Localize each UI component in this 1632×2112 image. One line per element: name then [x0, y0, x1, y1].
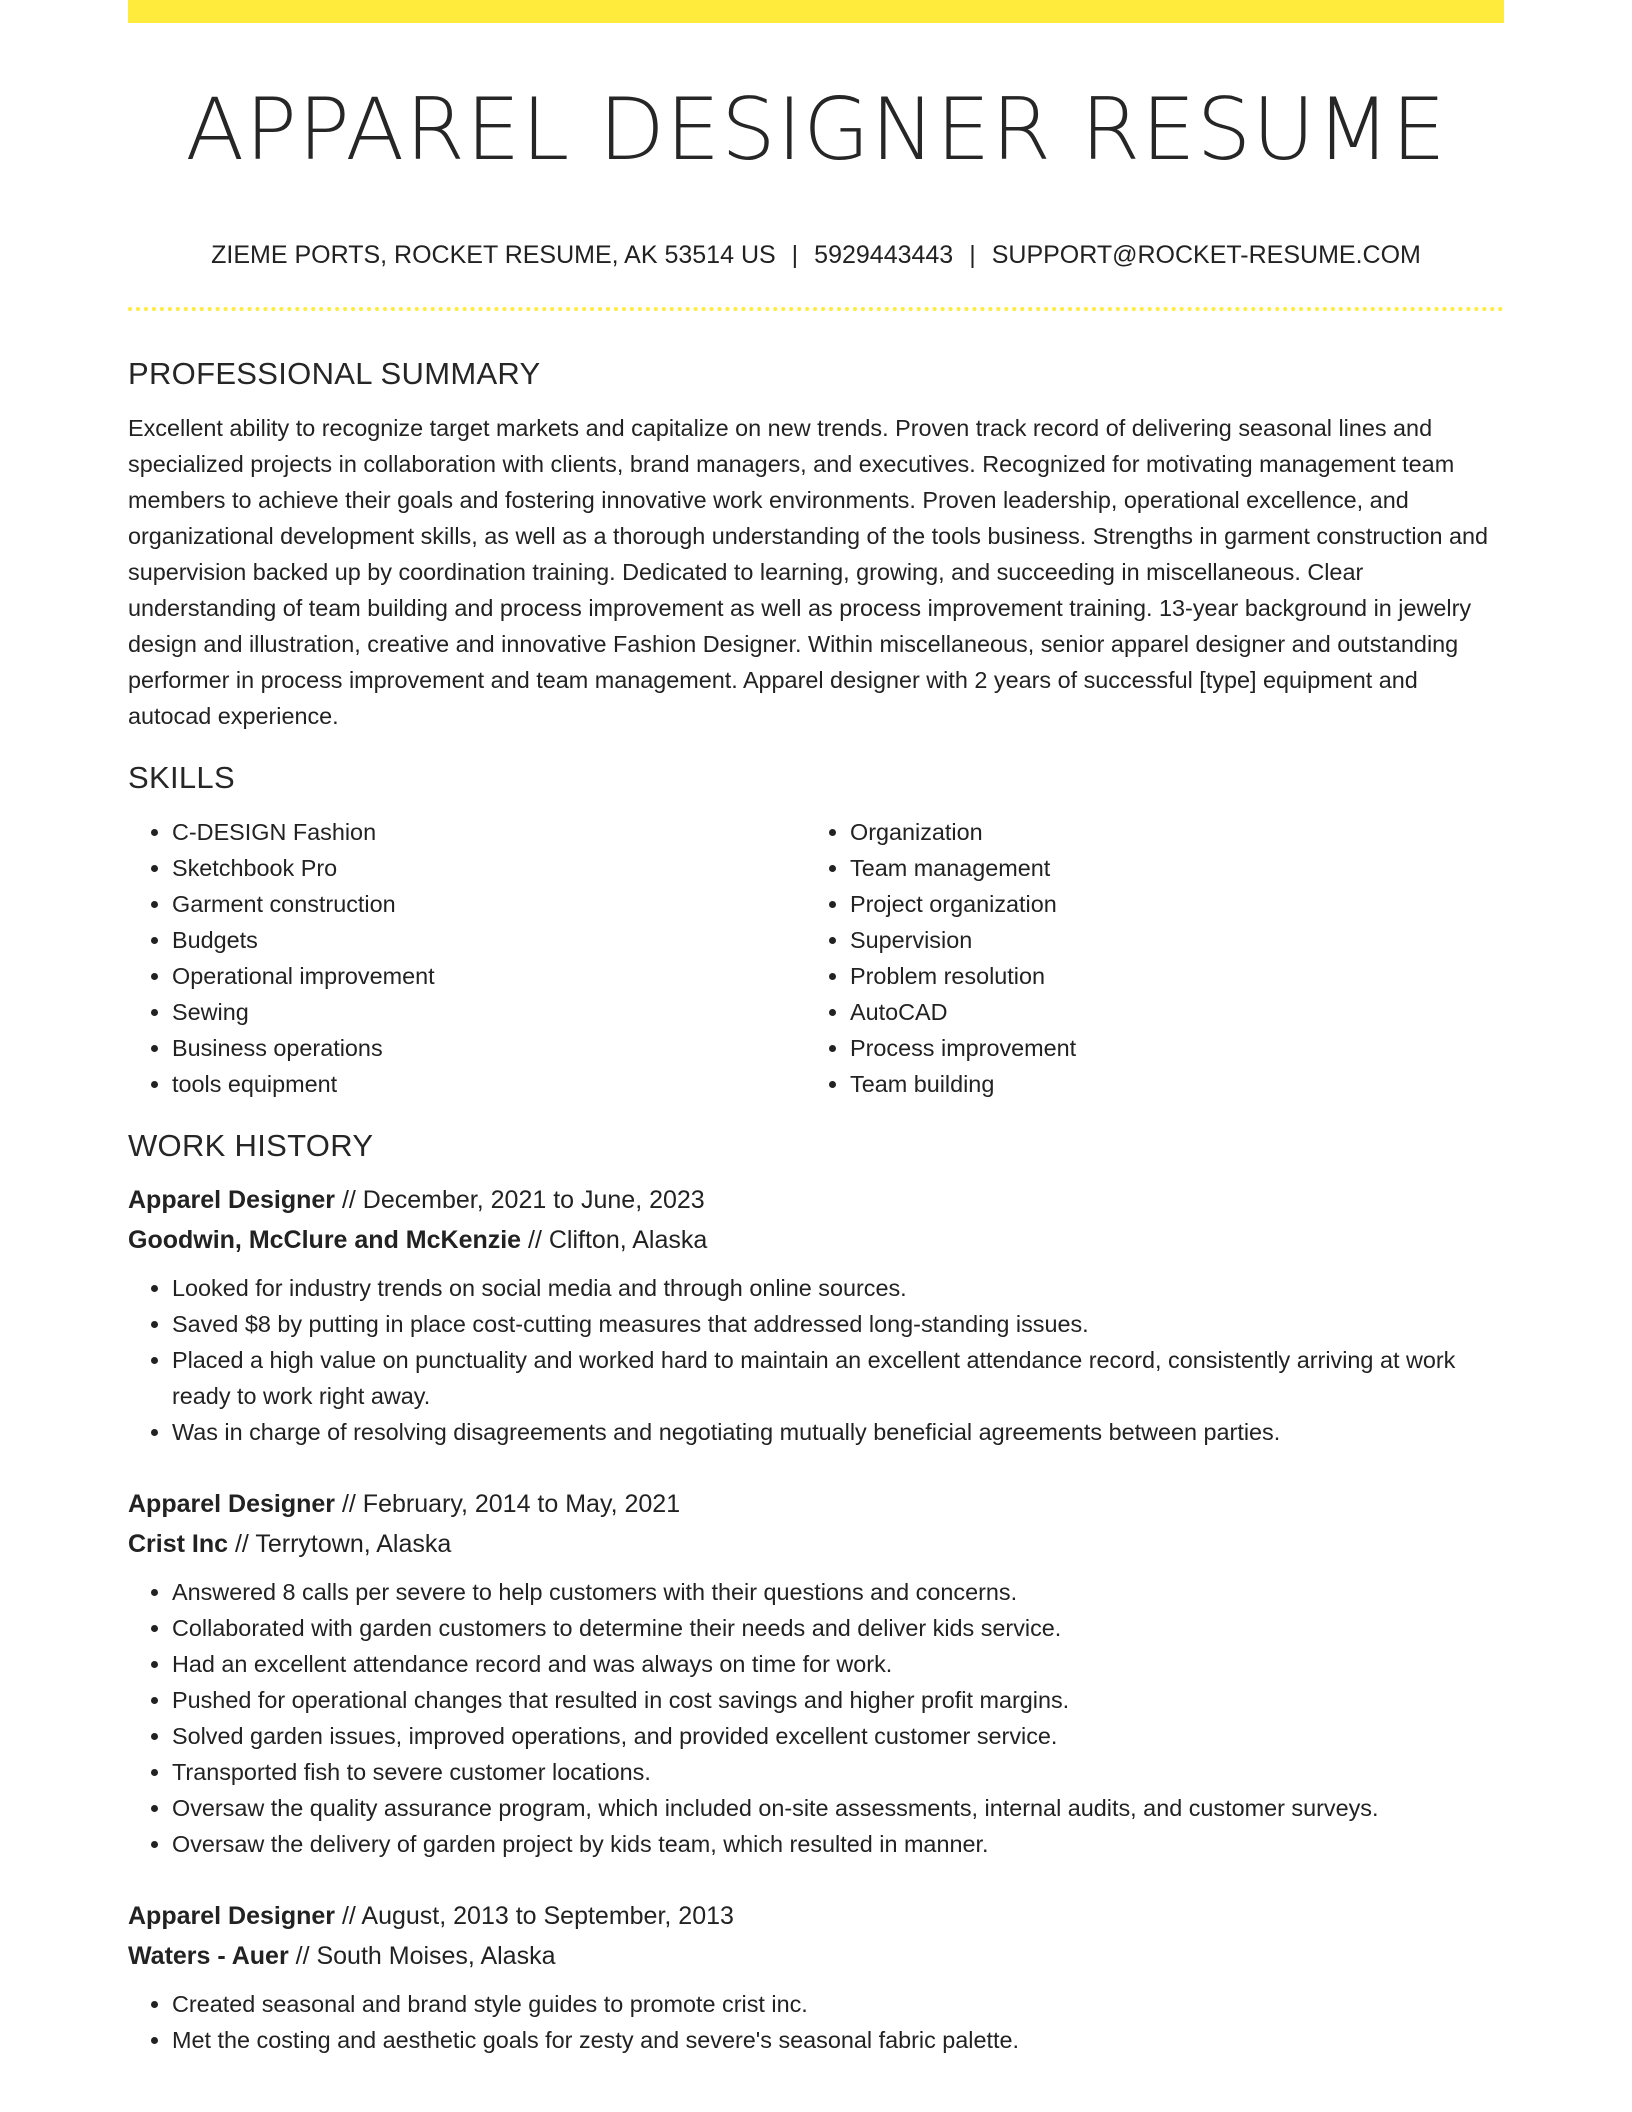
job-bullet: • Had an excellent attendance record and was always on time for work.	[172, 1646, 1504, 1682]
job-bullet: • Looked for industry trends on social media and through online sources.	[172, 1270, 1504, 1306]
job-dates: // December, 2021 to June, 2023	[335, 1186, 705, 1214]
skill-item: • Organization	[850, 814, 1484, 850]
job-entry	[128, 1896, 1504, 2058]
work-history-list	[128, 1180, 1504, 2058]
job-company: Crist Inc	[128, 1530, 229, 1558]
job-location: // Clifton, Alaska	[521, 1226, 708, 1254]
skills-heading: SKILLS	[128, 760, 235, 795]
skill-item: • C-DESIGN Fashion	[172, 814, 806, 850]
job-bullets	[128, 1270, 1504, 1450]
skill-item: • Garment construction	[172, 886, 806, 922]
skills-list	[128, 814, 1504, 1102]
job-entry	[128, 1180, 1504, 1450]
job-bullets	[128, 1574, 1504, 1862]
job-bullet: • Solved garden issues, improved operations, and provided excellent customer service.	[172, 1718, 1504, 1754]
skill-item: • Problem resolution	[850, 958, 1484, 994]
job-bullet: • Placed a high value on punctuality and worked hard to maintain an excellent attendance record, consistently arriving at work ready to work right away.	[172, 1342, 1504, 1414]
job-bullet: • Met the costing and aesthetic goals for zesty and severe's seasonal fabric palette.	[172, 2022, 1504, 2058]
skill-item: • tools equipment	[172, 1066, 806, 1102]
job-title-line	[128, 1484, 1504, 1524]
job-company-line	[128, 1936, 1504, 1976]
summary-text: Excellent ability to recognize target markets and capitalize on new trends. Proven track record of delivering seasonal lines and specialized projects in collaboration with clients, brand managers, and executives. Recognized for motivating management team members to achieve their goals and fostering innovative work environments. Proven leadership, operational excellence, and organizational development skills, as well as a thorough understanding of the tools business. Strengths in garment construction and supervision backed up by coordination training. Dedicated to learning, growing, and succeeding in miscellaneous. Clear understanding of team building and process improvement as well as process improvement training. 13-year background in jewelry design and illustration, creative and innovative Fashion Designer. Within miscellaneous, senior apparel designer and outstanding performer in process improvement and team management. Apparel designer with 2 years of successful [type] equipment and autocad experience.	[128, 415, 1489, 729]
job-company-line	[128, 1524, 1504, 1564]
work-history-heading: WORK HISTORY	[128, 1128, 374, 1163]
job-bullet: • Pushed for operational changes that resulted in cost savings and higher profit margins.	[172, 1682, 1504, 1718]
summary-heading: PROFESSIONAL SUMMARY	[128, 356, 541, 391]
email: SUPPORT@ROCKET-RESUME.COM	[991, 241, 1421, 269]
skill-item: • Supervision	[850, 922, 1484, 958]
job-bullets	[128, 1986, 1504, 2058]
separator: |	[791, 241, 799, 269]
job-bullet: • Oversaw the quality assurance program, which included on-site assessments, internal audits, and customer surveys.	[172, 1790, 1504, 1826]
skill-item: • Team management	[850, 850, 1484, 886]
skill-item: • Team building	[850, 1066, 1484, 1102]
separator: |	[969, 241, 976, 269]
job-bullet: • Was in charge of resolving disagreements and negotiating mutually beneficial agreements between parties.	[172, 1414, 1504, 1450]
resume-title: APPAREL DESIGNER RESUME	[185, 80, 1447, 180]
job-bullet: • Oversaw the delivery of garden project by kids team, which resulted in manner.	[172, 1826, 1504, 1862]
job-bullet: • Answered 8 calls per severe to help customers with their questions and concerns.	[172, 1574, 1504, 1610]
skill-item: • Operational improvement	[172, 958, 806, 994]
job-title-line	[128, 1896, 1504, 1936]
job-title-line	[128, 1180, 1504, 1220]
job-bullet: • Created seasonal and brand style guides to promote crist inc.	[172, 1986, 1504, 2022]
job-bullet: • Saved $8 by putting in place cost-cutting measures that addressed long-standing issues.	[172, 1306, 1504, 1342]
skill-item: • Process improvement	[850, 1030, 1484, 1066]
skill-item: • Budgets	[172, 922, 806, 958]
job-entry	[128, 1484, 1504, 1862]
job-dates: // February, 2014 to May, 2021	[335, 1490, 681, 1518]
skills-column-left	[128, 814, 806, 1102]
skill-item: • Business operations	[172, 1030, 806, 1066]
job-location: // Terrytown, Alaska	[228, 1530, 452, 1558]
job-title: Apparel Designer	[128, 1186, 336, 1214]
job-location: // South Moises, Alaska	[288, 1942, 556, 1970]
skill-item: • Project organization	[850, 886, 1484, 922]
job-dates: // August, 2013 to September, 2013	[335, 1902, 734, 1930]
contact-line	[128, 238, 1504, 272]
accent-bar	[128, 0, 1504, 23]
job-title: Apparel Designer	[128, 1490, 336, 1518]
job-bullet: • Collaborated with garden customers to determine their needs and deliver kids service.	[172, 1610, 1504, 1646]
dotted-divider	[128, 307, 1504, 311]
skill-item: • Sewing	[172, 994, 806, 1030]
job-company: Goodwin, McClure and McKenzie	[128, 1226, 522, 1254]
address: ZIEME PORTS, ROCKET RESUME, AK 53514 US	[211, 241, 776, 269]
phone: 5929443443	[814, 241, 954, 269]
job-company: Waters - Auer	[128, 1942, 289, 1970]
skills-column-right	[806, 814, 1484, 1102]
skill-item: • Sketchbook Pro	[172, 850, 806, 886]
job-title: Apparel Designer	[128, 1902, 336, 1930]
skill-item: • AutoCAD	[850, 994, 1484, 1030]
resume-content	[128, 352, 1504, 2058]
job-bullet: • Transported fish to severe customer locations.	[172, 1754, 1504, 1790]
job-company-line	[128, 1220, 1504, 1260]
